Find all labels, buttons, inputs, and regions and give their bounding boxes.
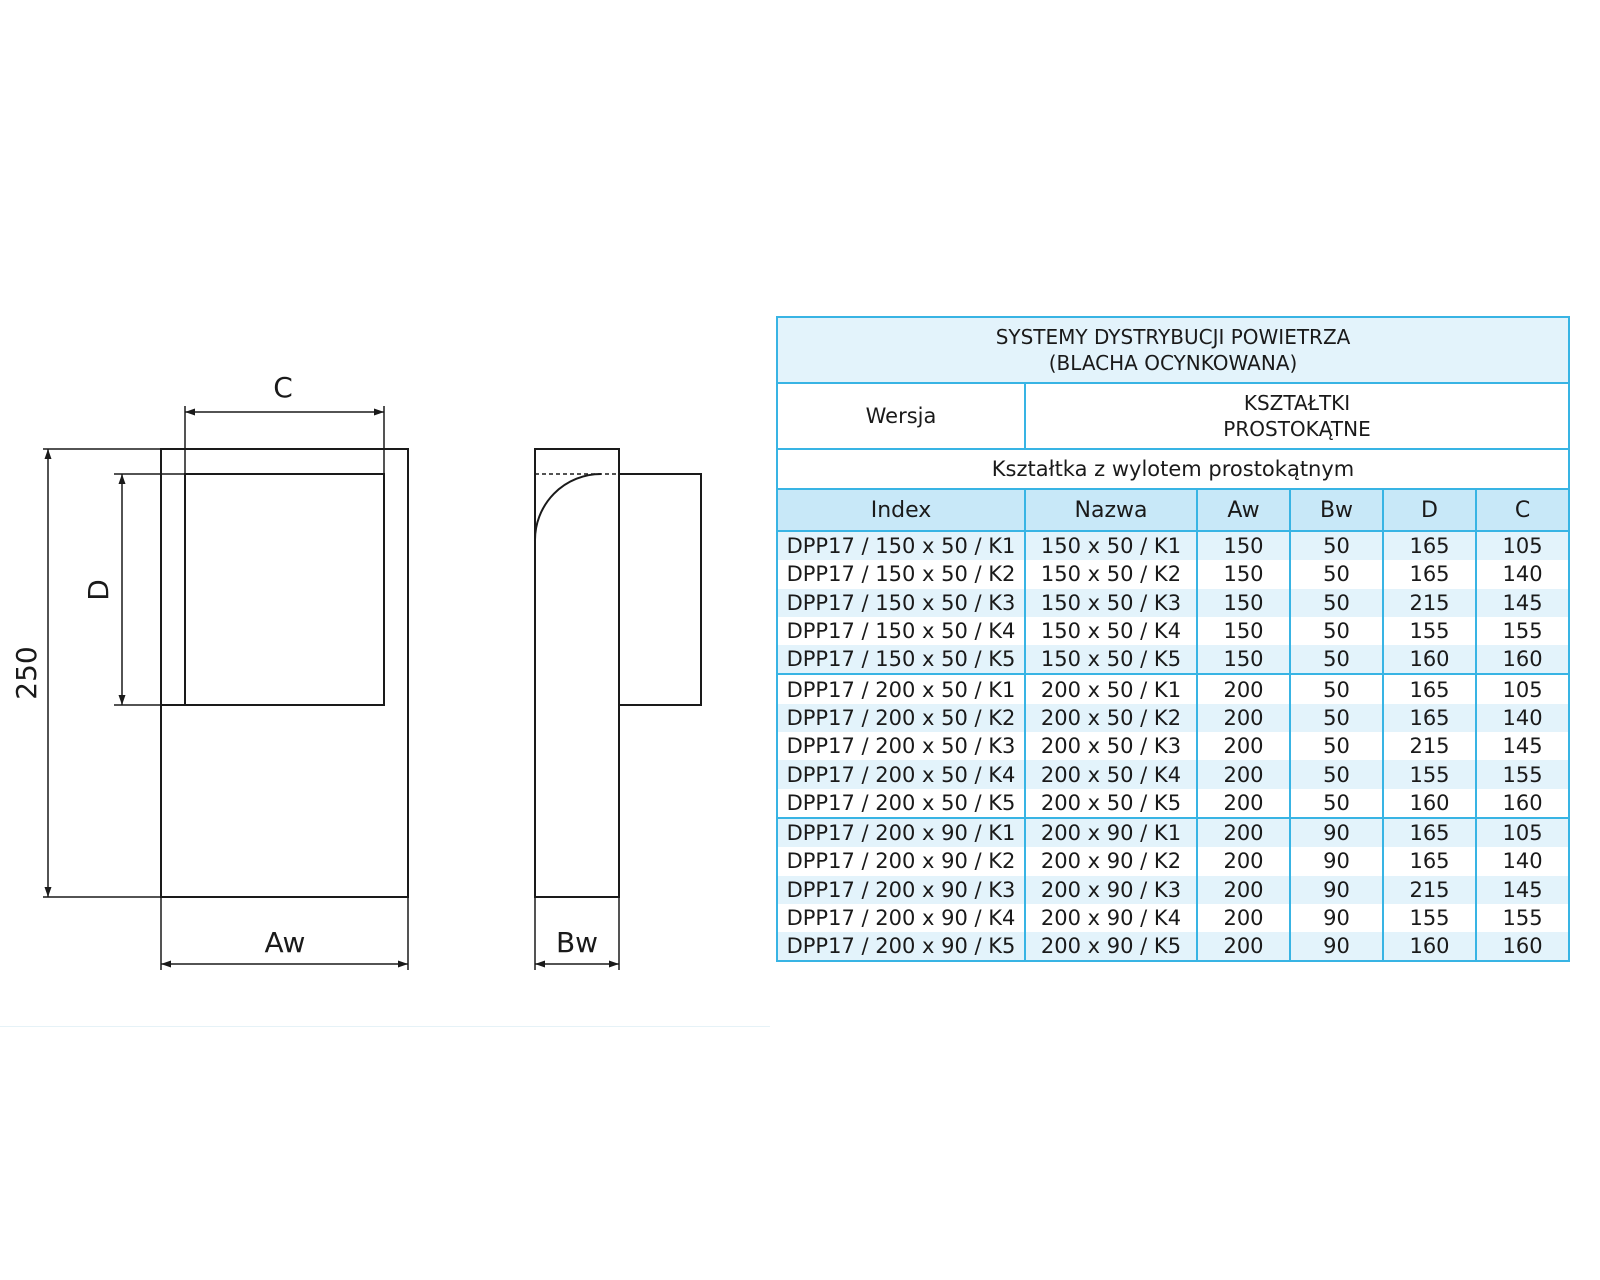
table-title-line1: SYSTEMY DYSTRYBUCJI POWIETRZA [995, 325, 1351, 349]
cell-bw: 50 [1290, 589, 1383, 617]
cell-bw: 50 [1290, 760, 1383, 788]
table-row [777, 732, 1569, 760]
cell-c: 145 [1476, 732, 1569, 760]
version-value [1025, 383, 1569, 449]
table-row [777, 904, 1569, 932]
cell-bw: 50 [1290, 732, 1383, 760]
technical-drawing [0, 0, 770, 1280]
table-row [777, 589, 1569, 617]
cell-nazwa: 200 x 50 / K3 [1025, 732, 1197, 760]
cell-nazwa: 200 x 90 / K4 [1025, 904, 1197, 932]
col-header-bw: Bw [1290, 489, 1383, 531]
cell-aw: 200 [1197, 704, 1290, 732]
cell-c: 160 [1476, 789, 1569, 818]
cell-bw: 50 [1290, 674, 1383, 703]
cell-c: 105 [1476, 818, 1569, 847]
cell-d: 160 [1383, 932, 1476, 961]
cell-d: 165 [1383, 531, 1476, 560]
col-header-c: C [1476, 489, 1569, 531]
cell-aw: 150 [1197, 589, 1290, 617]
side-view-curve [535, 474, 601, 541]
dimension-d [114, 474, 185, 705]
cell-d: 215 [1383, 732, 1476, 760]
table-header-row [777, 489, 1569, 531]
spec-table [776, 316, 1570, 962]
cell-aw: 200 [1197, 876, 1290, 904]
cell-aw: 200 [1197, 789, 1290, 818]
cell-aw: 200 [1197, 760, 1290, 788]
table-subtitle-row [777, 449, 1569, 489]
table-subtitle: Kształtka z wylotem prostokątnym [777, 449, 1569, 489]
cell-c: 140 [1476, 847, 1569, 875]
cell-index: DPP17 / 150 x 50 / K5 [777, 645, 1025, 674]
cell-d: 165 [1383, 704, 1476, 732]
cell-d: 165 [1383, 560, 1476, 588]
divider-line [0, 1026, 770, 1027]
cell-d: 165 [1383, 818, 1476, 847]
table-row [777, 876, 1569, 904]
table-title-row [777, 317, 1569, 383]
cell-bw: 90 [1290, 818, 1383, 847]
cell-bw: 90 [1290, 932, 1383, 961]
cell-index: DPP17 / 200 x 50 / K3 [777, 732, 1025, 760]
table-row [777, 760, 1569, 788]
dimension-height [43, 449, 161, 897]
table-row [777, 932, 1569, 961]
cell-d: 165 [1383, 847, 1476, 875]
col-header-nazwa: Nazwa [1025, 489, 1197, 531]
dimension-bw-label: Bw [555, 926, 599, 959]
cell-bw: 90 [1290, 904, 1383, 932]
cell-d: 160 [1383, 789, 1476, 818]
cell-c: 160 [1476, 932, 1569, 961]
dimension-height-label: 250 [10, 646, 43, 700]
cell-index: DPP17 / 200 x 90 / K1 [777, 818, 1025, 847]
cell-aw: 200 [1197, 904, 1290, 932]
cell-d: 165 [1383, 674, 1476, 703]
cell-index: DPP17 / 150 x 50 / K1 [777, 531, 1025, 560]
table-row [777, 704, 1569, 732]
dimension-c [185, 406, 384, 474]
cell-c: 105 [1476, 674, 1569, 703]
table-title [777, 317, 1569, 383]
cell-c: 155 [1476, 904, 1569, 932]
cell-nazwa: 200 x 90 / K3 [1025, 876, 1197, 904]
cell-nazwa: 200 x 90 / K2 [1025, 847, 1197, 875]
version-value-line1: KSZTAŁTKI [1243, 391, 1351, 415]
col-header-index: Index [777, 489, 1025, 531]
cell-index: DPP17 / 150 x 50 / K2 [777, 560, 1025, 588]
table-row [777, 617, 1569, 645]
cell-bw: 90 [1290, 876, 1383, 904]
cell-nazwa: 150 x 50 / K4 [1025, 617, 1197, 645]
cell-nazwa: 200 x 50 / K5 [1025, 789, 1197, 818]
cell-index: DPP17 / 200 x 50 / K2 [777, 704, 1025, 732]
cell-aw: 150 [1197, 645, 1290, 674]
cell-bw: 50 [1290, 645, 1383, 674]
dimension-aw-label: Aw [264, 926, 306, 959]
table-row [777, 847, 1569, 875]
cell-index: DPP17 / 200 x 90 / K4 [777, 904, 1025, 932]
cell-nazwa: 200 x 50 / K2 [1025, 704, 1197, 732]
cell-index: DPP17 / 200 x 50 / K4 [777, 760, 1025, 788]
table-title-line2: (BLACHA OCYNKOWANA) [1048, 351, 1298, 375]
cell-aw: 200 [1197, 818, 1290, 847]
cell-index: DPP17 / 200 x 90 / K5 [777, 932, 1025, 961]
cell-aw: 200 [1197, 732, 1290, 760]
cell-bw: 50 [1290, 789, 1383, 818]
cell-c: 145 [1476, 589, 1569, 617]
cell-bw: 90 [1290, 847, 1383, 875]
cell-aw: 150 [1197, 560, 1290, 588]
cell-nazwa: 150 x 50 / K5 [1025, 645, 1197, 674]
cell-nazwa: 200 x 90 / K5 [1025, 932, 1197, 961]
cell-index: DPP17 / 200 x 50 / K1 [777, 674, 1025, 703]
cell-nazwa: 150 x 50 / K1 [1025, 531, 1197, 560]
side-view-body [535, 449, 619, 897]
front-view-outlet [185, 474, 384, 705]
cell-c: 155 [1476, 617, 1569, 645]
cell-bw: 50 [1290, 617, 1383, 645]
cell-d: 160 [1383, 645, 1476, 674]
col-header-aw: Aw [1197, 489, 1290, 531]
cell-c: 140 [1476, 704, 1569, 732]
cell-d: 215 [1383, 589, 1476, 617]
cell-c: 105 [1476, 531, 1569, 560]
cell-nazwa: 150 x 50 / K2 [1025, 560, 1197, 588]
cell-aw: 150 [1197, 531, 1290, 560]
cell-aw: 200 [1197, 674, 1290, 703]
cell-d: 215 [1383, 876, 1476, 904]
cell-aw: 200 [1197, 932, 1290, 961]
version-value-line2: PROSTOKĄTNE [1223, 417, 1371, 441]
table-version-row [777, 383, 1569, 449]
cell-d: 155 [1383, 904, 1476, 932]
cell-aw: 200 [1197, 847, 1290, 875]
cell-index: DPP17 / 150 x 50 / K3 [777, 589, 1025, 617]
cell-index: DPP17 / 200 x 90 / K2 [777, 847, 1025, 875]
cell-index: DPP17 / 150 x 50 / K4 [777, 617, 1025, 645]
cell-nazwa: 200 x 90 / K1 [1025, 818, 1197, 847]
dimension-d-label: D [82, 579, 115, 601]
table-body [777, 531, 1569, 961]
cell-bw: 50 [1290, 704, 1383, 732]
cell-index: DPP17 / 200 x 90 / K3 [777, 876, 1025, 904]
side-view-outlet [619, 474, 701, 705]
version-label: Wersja [777, 383, 1025, 449]
table-row [777, 818, 1569, 847]
cell-d: 155 [1383, 760, 1476, 788]
front-view [161, 449, 408, 897]
side-view [535, 449, 701, 897]
cell-nazwa: 200 x 50 / K1 [1025, 674, 1197, 703]
cell-c: 145 [1476, 876, 1569, 904]
front-view-body [161, 449, 408, 897]
cell-c: 160 [1476, 645, 1569, 674]
table-row [777, 560, 1569, 588]
table-row [777, 531, 1569, 560]
dimension-c-label: C [273, 371, 293, 404]
cell-bw: 50 [1290, 531, 1383, 560]
cell-aw: 150 [1197, 617, 1290, 645]
table-row [777, 645, 1569, 674]
cell-d: 155 [1383, 617, 1476, 645]
table-row [777, 789, 1569, 818]
cell-index: DPP17 / 200 x 50 / K5 [777, 789, 1025, 818]
cell-c: 140 [1476, 560, 1569, 588]
table-row [777, 674, 1569, 703]
col-header-d: D [1383, 489, 1476, 531]
cell-nazwa: 150 x 50 / K3 [1025, 589, 1197, 617]
cell-bw: 50 [1290, 560, 1383, 588]
cell-c: 155 [1476, 760, 1569, 788]
cell-nazwa: 200 x 50 / K4 [1025, 760, 1197, 788]
